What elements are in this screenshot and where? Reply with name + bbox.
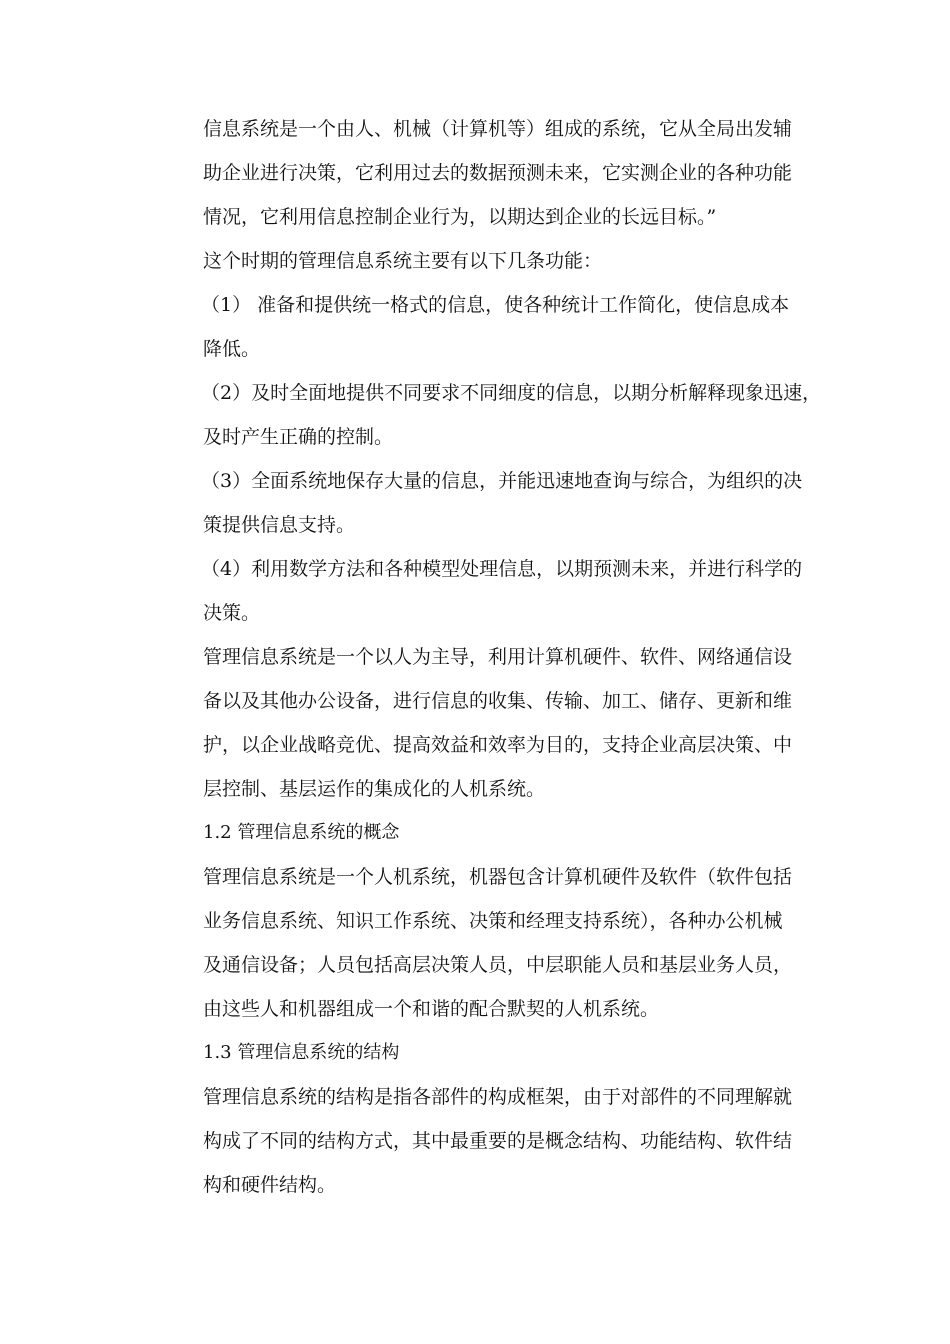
section-heading-1-3: 1.3 管理信息系统的结构 [203, 1042, 400, 1063]
list-item-3: （3）全面系统地保存大量的信息，并能迅速地查询与综合，为组织的决 [201, 470, 803, 492]
list-item-4: （4）利用数学方法和各种模型处理信息，以期预测未来，并进行科学的 [201, 558, 803, 580]
body-line: 决策。 [203, 602, 261, 624]
body-line: 情况，它利用信息控制企业行为，以期达到企业的长远目标。” [203, 206, 717, 228]
body-line: 管理信息系统的结构是指各部件的构成框架，由于对部件的不同理解就 [203, 1086, 793, 1108]
body-line: 管理信息系统是一个以人为主导，利用计算机硬件、软件、网络通信设 [203, 646, 793, 668]
list-item-2: （2）及时全面地提供不同要求不同细度的信息，以期分析解释现象迅速， [201, 382, 822, 404]
body-line: 及通信设备；人员包括高层决策人员，中层职能人员和基层业务人员， [203, 954, 793, 976]
body-line: 降低。 [203, 338, 261, 360]
body-line: 业务信息系统、知识工作系统、决策和经理支持系统），各种办公机械 [203, 910, 783, 932]
body-line: 这个时期的管理信息系统主要有以下几条功能： [203, 250, 603, 272]
body-line: 备以及其他办公设备，进行信息的收集、传输、加工、储存、更新和维 [203, 690, 793, 712]
body-line: 管理信息系统是一个人机系统，机器包含计算机硬件及软件（软件包括 [203, 866, 793, 888]
body-line: 由这些人和机器组成一个和谐的配合默契的人机系统。 [203, 998, 660, 1020]
body-line: 策提供信息支持。 [203, 514, 356, 536]
list-item-1: （1） 准备和提供统一格式的信息，使各种统计工作简化，使信息成本 [201, 294, 790, 316]
body-line: 构和硬件结构。 [203, 1174, 337, 1196]
body-line: 护，以企业战略竞优、提高效益和效率为目的，支持企业高层决策、中 [203, 734, 793, 756]
body-line: 信息系统是一个由人、机械（计算机等）组成的系统，它从全局出发辅 [203, 118, 793, 140]
body-line: 构成了不同的结构方式，其中最重要的是概念结构、功能结构、软件结 [203, 1130, 793, 1152]
body-line: 及时产生正确的控制。 [203, 426, 394, 448]
body-line: 助企业进行决策，它利用过去的数据预测未来，它实测企业的各种功能 [203, 162, 793, 184]
section-heading-1-2: 1.2 管理信息系统的概念 [203, 822, 400, 843]
document-body [203, 107, 823, 1207]
body-line: 层控制、基层运作的集成化的人机系统。 [203, 778, 546, 800]
